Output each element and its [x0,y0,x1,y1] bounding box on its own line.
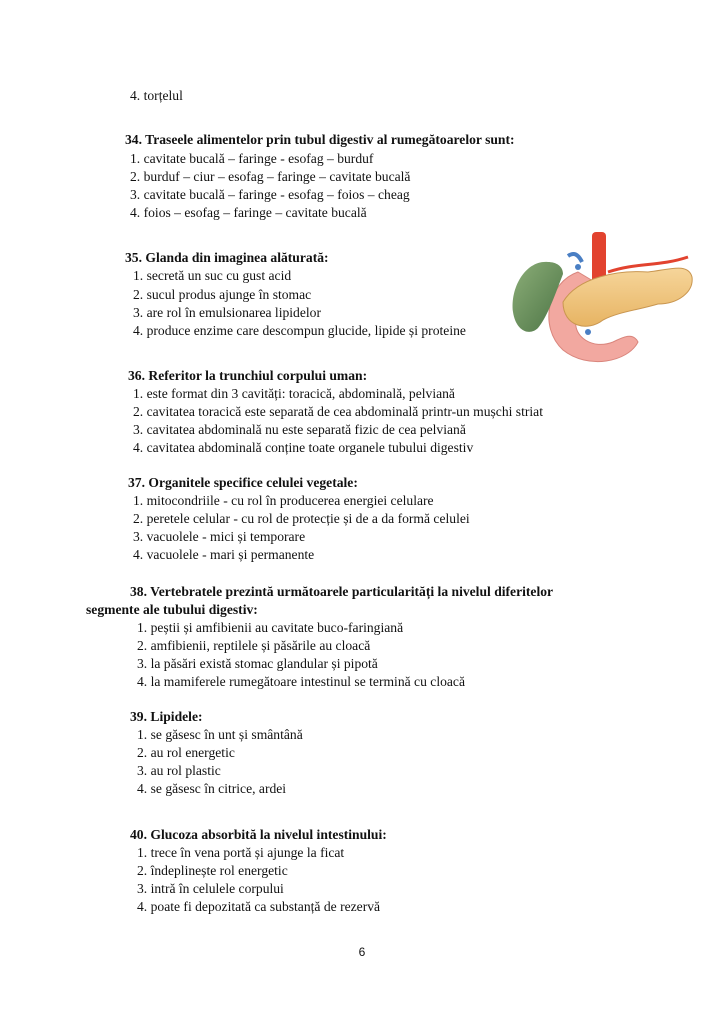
question-40-title: 40. Glucoza absorbită la nivelul intestinului: [130,827,387,842]
question-38-option-3: 3. la păsări există stomac glandular și pipotă [137,656,378,671]
prev-item: 4. torțelul [130,88,183,103]
question-36-option-1: 1. este format din 3 cavități: toracică, abdominală, pelviană [133,386,455,401]
question-39-option-4: 4. se găsesc în citrice, ardei [137,781,287,796]
question-36-option-2: 2. cavitatea toracică este separată de cea abdominală printr-un mușchi striat [133,404,543,419]
question-36-option-3: 3. cavitatea abdominală nu este separată fizic de cea pelviană [133,422,466,437]
question-37-title: 37. Organitele specifice celulei vegetale: [128,475,358,490]
question-39-option-3: 3. au rol plastic [137,763,221,778]
question-35-title: 35. Glanda din imaginea alăturată: [125,250,329,265]
page-number: 6 [358,945,366,959]
question-40-option-1: 1. trece în vena portă și ajunge la ficat [137,845,345,860]
question-35-option-1: 1. secretă un suc cu gust acid [133,268,292,283]
question-34-option-1: 1. cavitate bucală – faringe - esofag – burduf [130,151,374,166]
question-39-option-1: 1. se găsesc în unt și smântână [137,727,303,742]
question-38-option-4: 4. la mamiferele rumegătoare intestinul se termină cu cloacă [137,674,465,689]
question-40-option-4: 4. poate fi depozitată ca substanță de rezervă [137,899,381,914]
question-35-option-3: 3. are rol în emulsionarea lipidelor [133,305,321,320]
question-37-option-4: 4. vacuolele - mari și permanente [133,547,315,562]
question-40-option-2: 2. îndeplinește rol energetic [137,863,288,878]
question-36-option-4: 4. cavitatea abdominală conține toate organele tubului digestiv [133,440,474,455]
question-34-title: 34. Traseele alimentelor prin tubul digestiv al rumegătoarelor sunt: [125,132,515,147]
question-34-option-3: 3. cavitate bucală – faringe - esofag – foios – cheag [130,187,410,202]
question-34-option-4: 4. foios – esofag – faringe – cavitate bucală [130,205,367,220]
question-34-option-2: 2. burduf – ciur – esofag – faringe – cavitate bucală [130,169,411,184]
question-37-option-3: 3. vacuolele - mici și temporare [133,529,306,544]
question-40-option-3: 3. intră în celulele corpului [137,881,284,896]
question-39-option-2: 2. au rol energetic [137,745,235,760]
pancreas-illustration [508,232,694,372]
question-37-option-1: 1. mitocondriile - cu rol în producerea energiei celulare [133,493,434,508]
question-35-option-4: 4. produce enzime care descompun glucide, lipide și proteine [133,323,466,338]
question-37-option-2: 2. peretele celular - cu rol de protecție și de a da formă celulei [133,511,470,526]
question-38-option-2: 2. amfibienii, reptilele și păsările au cloacă [137,638,371,653]
question-35-option-2: 2. sucul produs ajunge în stomac [133,287,312,302]
question-39-title: 39. Lipidele: [130,709,203,724]
question-38-title-cont: segmente ale tubului digestiv: [86,602,258,617]
question-36-title: 36. Referitor la trunchiul corpului uman: [128,368,368,383]
question-38-title: 38. Vertebratele prezintă următoarele particularități la nivelul diferitelor [130,584,554,599]
question-38-option-1: 1. peștii și amfibienii au cavitate buco-faringiană [137,620,404,635]
